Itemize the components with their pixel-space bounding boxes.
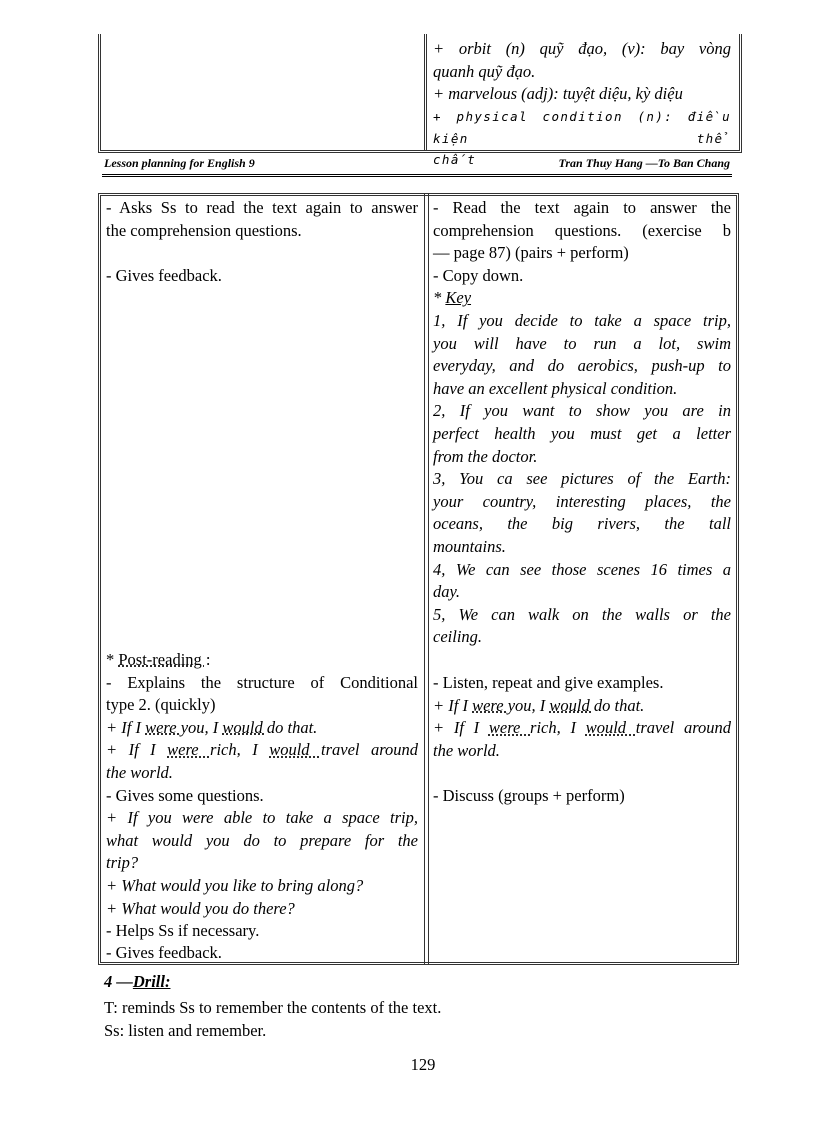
vocab-line: quanh quỹ đạo. (433, 61, 536, 81)
key-line: mountains. (433, 536, 506, 556)
teacher-line: - Gives some questions. (106, 785, 264, 805)
key-line: everyday, and do aerobics, push-up to (433, 356, 731, 376)
key-line: 5, We can walk on the walls or the (433, 604, 731, 624)
header-left: Lesson planning for English 9 (104, 156, 255, 170)
drill-student-line: Ss: listen and remember. (104, 1021, 267, 1041)
question-line: trip? (106, 853, 139, 873)
vocab-line: chất (433, 151, 477, 167)
vocab-line: + marvelous (adj): tuyệt diệu, kỳ diệu (433, 84, 683, 104)
key-heading: * Key (433, 288, 472, 308)
drill-teacher-line: T: reminds Ss to remember the contents of the text. (104, 997, 442, 1017)
student-line: - Copy down. (433, 265, 524, 285)
example-line: + If I were you, I would do that. (106, 717, 318, 737)
page-header (104, 156, 730, 171)
header-rule (102, 174, 732, 177)
teacher-line: type 2. (quickly) (106, 695, 216, 715)
example-line: + If I were you, I would do that. (433, 695, 645, 715)
student-line: — page 87) (pairs + perform) (433, 243, 629, 263)
key-line: ceiling. (433, 627, 483, 647)
post-reading-heading: * Post-reading : (106, 650, 211, 669)
key-line: you will have to run a lot, swim (433, 333, 731, 353)
key-line: from the doctor. (433, 446, 538, 466)
example-line: + If I were rich, I would travel around (106, 740, 419, 760)
key-line: perfect health you must get a letter (433, 423, 731, 443)
key-line: day. (433, 582, 461, 602)
key-line: 1, If you decide to take a space trip, (433, 310, 731, 330)
key-line: oceans, the big rivers, the tall (433, 514, 731, 534)
student-line: comprehension questions. (exercise b (433, 220, 731, 240)
vocab-line: + orbit (n) quỹ đạo, (v): bay vòng (433, 39, 731, 58)
question-line: + What would you like to bring along? (106, 875, 364, 895)
vocabulary-cell (433, 38, 731, 169)
question-line: + If you were able to take a space trip, (106, 808, 418, 828)
question-line: what would you do to prepare for the (106, 830, 418, 850)
teacher-line: - Gives feedback. (106, 942, 222, 959)
key-line: 3, You ca see pictures of the Earth: (433, 469, 731, 489)
key-line: have an excellent physical condition. (433, 378, 678, 398)
student-line: - Listen, repeat and give examples. (433, 673, 664, 692)
lesson-table-divider (424, 193, 429, 965)
top-table-divider (424, 34, 427, 150)
example-line: + If I were rich, I would travel around (433, 718, 732, 738)
example-line: the world. (433, 740, 500, 760)
teacher-line: the comprehension questions. (106, 220, 302, 240)
teacher-line: - Gives feedback. (106, 265, 222, 285)
students-column-post-reading (433, 672, 731, 808)
example-line: the world. (106, 762, 173, 782)
teacher-line: - Asks Ss to read the text again to answer (106, 198, 418, 217)
teacher-column (106, 197, 418, 287)
key-line: 4, We can see those scenes 16 times a (433, 559, 731, 579)
header-right: Tran Thuy Hang —To Ban Chang (558, 156, 730, 170)
student-line: - Read the text again to answer the (433, 198, 731, 217)
students-column (433, 197, 731, 649)
drill-section (104, 971, 744, 1043)
vocab-line: + physical condition (n): điều kiện thể (433, 108, 731, 147)
key-line: your country, interesting places, the (433, 491, 731, 511)
teacher-column-post-reading (106, 649, 418, 959)
teacher-line: - Explains the structure of Conditional (106, 672, 418, 692)
key-line: 2, If you want to show you are in (433, 401, 731, 421)
question-line: + What would you do there? (106, 898, 295, 918)
student-line: - Discuss (groups + perform) (433, 785, 625, 805)
page-number: 129 (410, 1055, 436, 1074)
teacher-line: - Helps Ss if necessary. (106, 921, 260, 941)
drill-heading: 4 —Drill: (104, 972, 171, 991)
